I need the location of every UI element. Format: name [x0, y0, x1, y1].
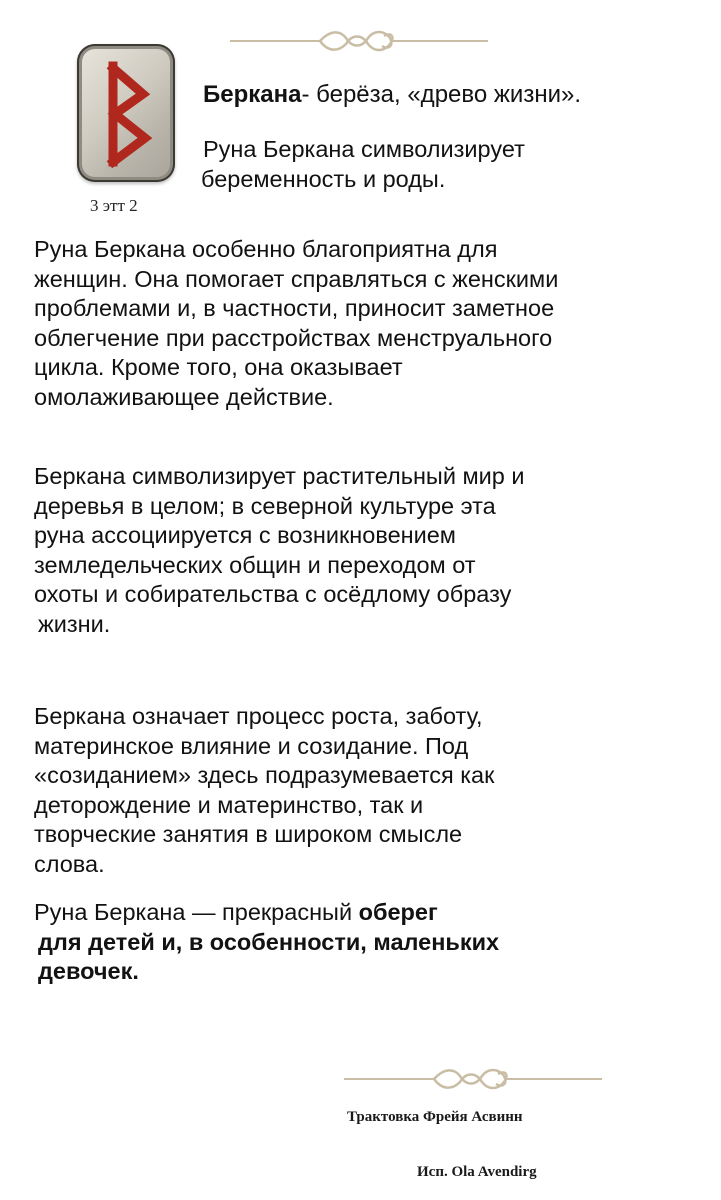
- paragraph-line: жизни.: [38, 610, 111, 637]
- paragraph-line: облегчение при расстройствах менструального: [34, 324, 553, 351]
- lead-line: Руна Беркана символизирует: [203, 136, 525, 162]
- lead-line: беременность и роды.: [201, 165, 446, 192]
- paragraph-line: творческие занятия в широком смысле: [34, 821, 463, 847]
- paragraph-line: слова.: [34, 850, 105, 877]
- rune-tile: [77, 44, 175, 182]
- paragraph-line: земледельческих общин и переходом от: [34, 551, 476, 578]
- paragraph-amulet: [34, 898, 704, 987]
- paragraph-line: охоты и собирательства с осёдлому образу: [34, 581, 512, 607]
- paragraph-line: Руна Беркана особенно благоприятна для: [34, 236, 498, 262]
- paragraph-line: Беркана означает процесс роста, заботу,: [34, 703, 483, 729]
- amulet-highlight: оберег: [358, 899, 438, 925]
- amulet-highlight: для детей и, в особенности, маленьких: [38, 928, 500, 955]
- credit-interpretation: Трактовка Фрейя Асвинн: [347, 1109, 523, 1125]
- rune-title: [203, 80, 581, 110]
- paragraph-line: деторождение и материнство, так и: [34, 791, 424, 818]
- paragraph-growth: [34, 702, 704, 879]
- paragraph-line: женщин. Она помогает справляться с женскими: [34, 265, 559, 292]
- paragraph-line: цикла. Кроме того, она оказывает: [34, 354, 403, 380]
- rune-name: Беркана: [203, 81, 302, 108]
- amulet-intro: Руна Беркана — прекрасный: [34, 899, 359, 925]
- lead-paragraph: [201, 135, 641, 194]
- paragraph-line: материнское влияние и созидание. Под: [34, 732, 469, 759]
- paragraph-line: омолаживающее действие.: [34, 383, 334, 410]
- rune-meaning: - берёза, «древо жизни».: [301, 81, 582, 108]
- paragraph-line: руна ассоциируется с возникновением: [34, 522, 456, 548]
- ornament-divider-bottom: [342, 1064, 604, 1094]
- paragraph-line: деревья в целом; в северной культуре эта: [34, 492, 496, 519]
- paragraph-line: [34, 898, 704, 928]
- paragraph-nature: [34, 462, 704, 639]
- berkana-rune-icon: [77, 44, 175, 182]
- paragraph-line: проблемами и, в частности, приносит заметное: [34, 295, 555, 321]
- paragraph-line: «созиданием» здесь подразумевается как: [34, 762, 495, 788]
- paragraph-line: [34, 957, 704, 987]
- ornament-divider-top: [228, 26, 490, 56]
- credit-performer: Исп. Ola Avendirg: [417, 1164, 537, 1180]
- paragraph-health: [34, 235, 704, 412]
- paragraph-line: [34, 928, 704, 958]
- rune-caption: 3 этт 2: [90, 196, 138, 215]
- paragraph-line: Беркана символизирует растительный мир и: [34, 463, 525, 489]
- amulet-highlight: девочек.: [38, 958, 139, 984]
